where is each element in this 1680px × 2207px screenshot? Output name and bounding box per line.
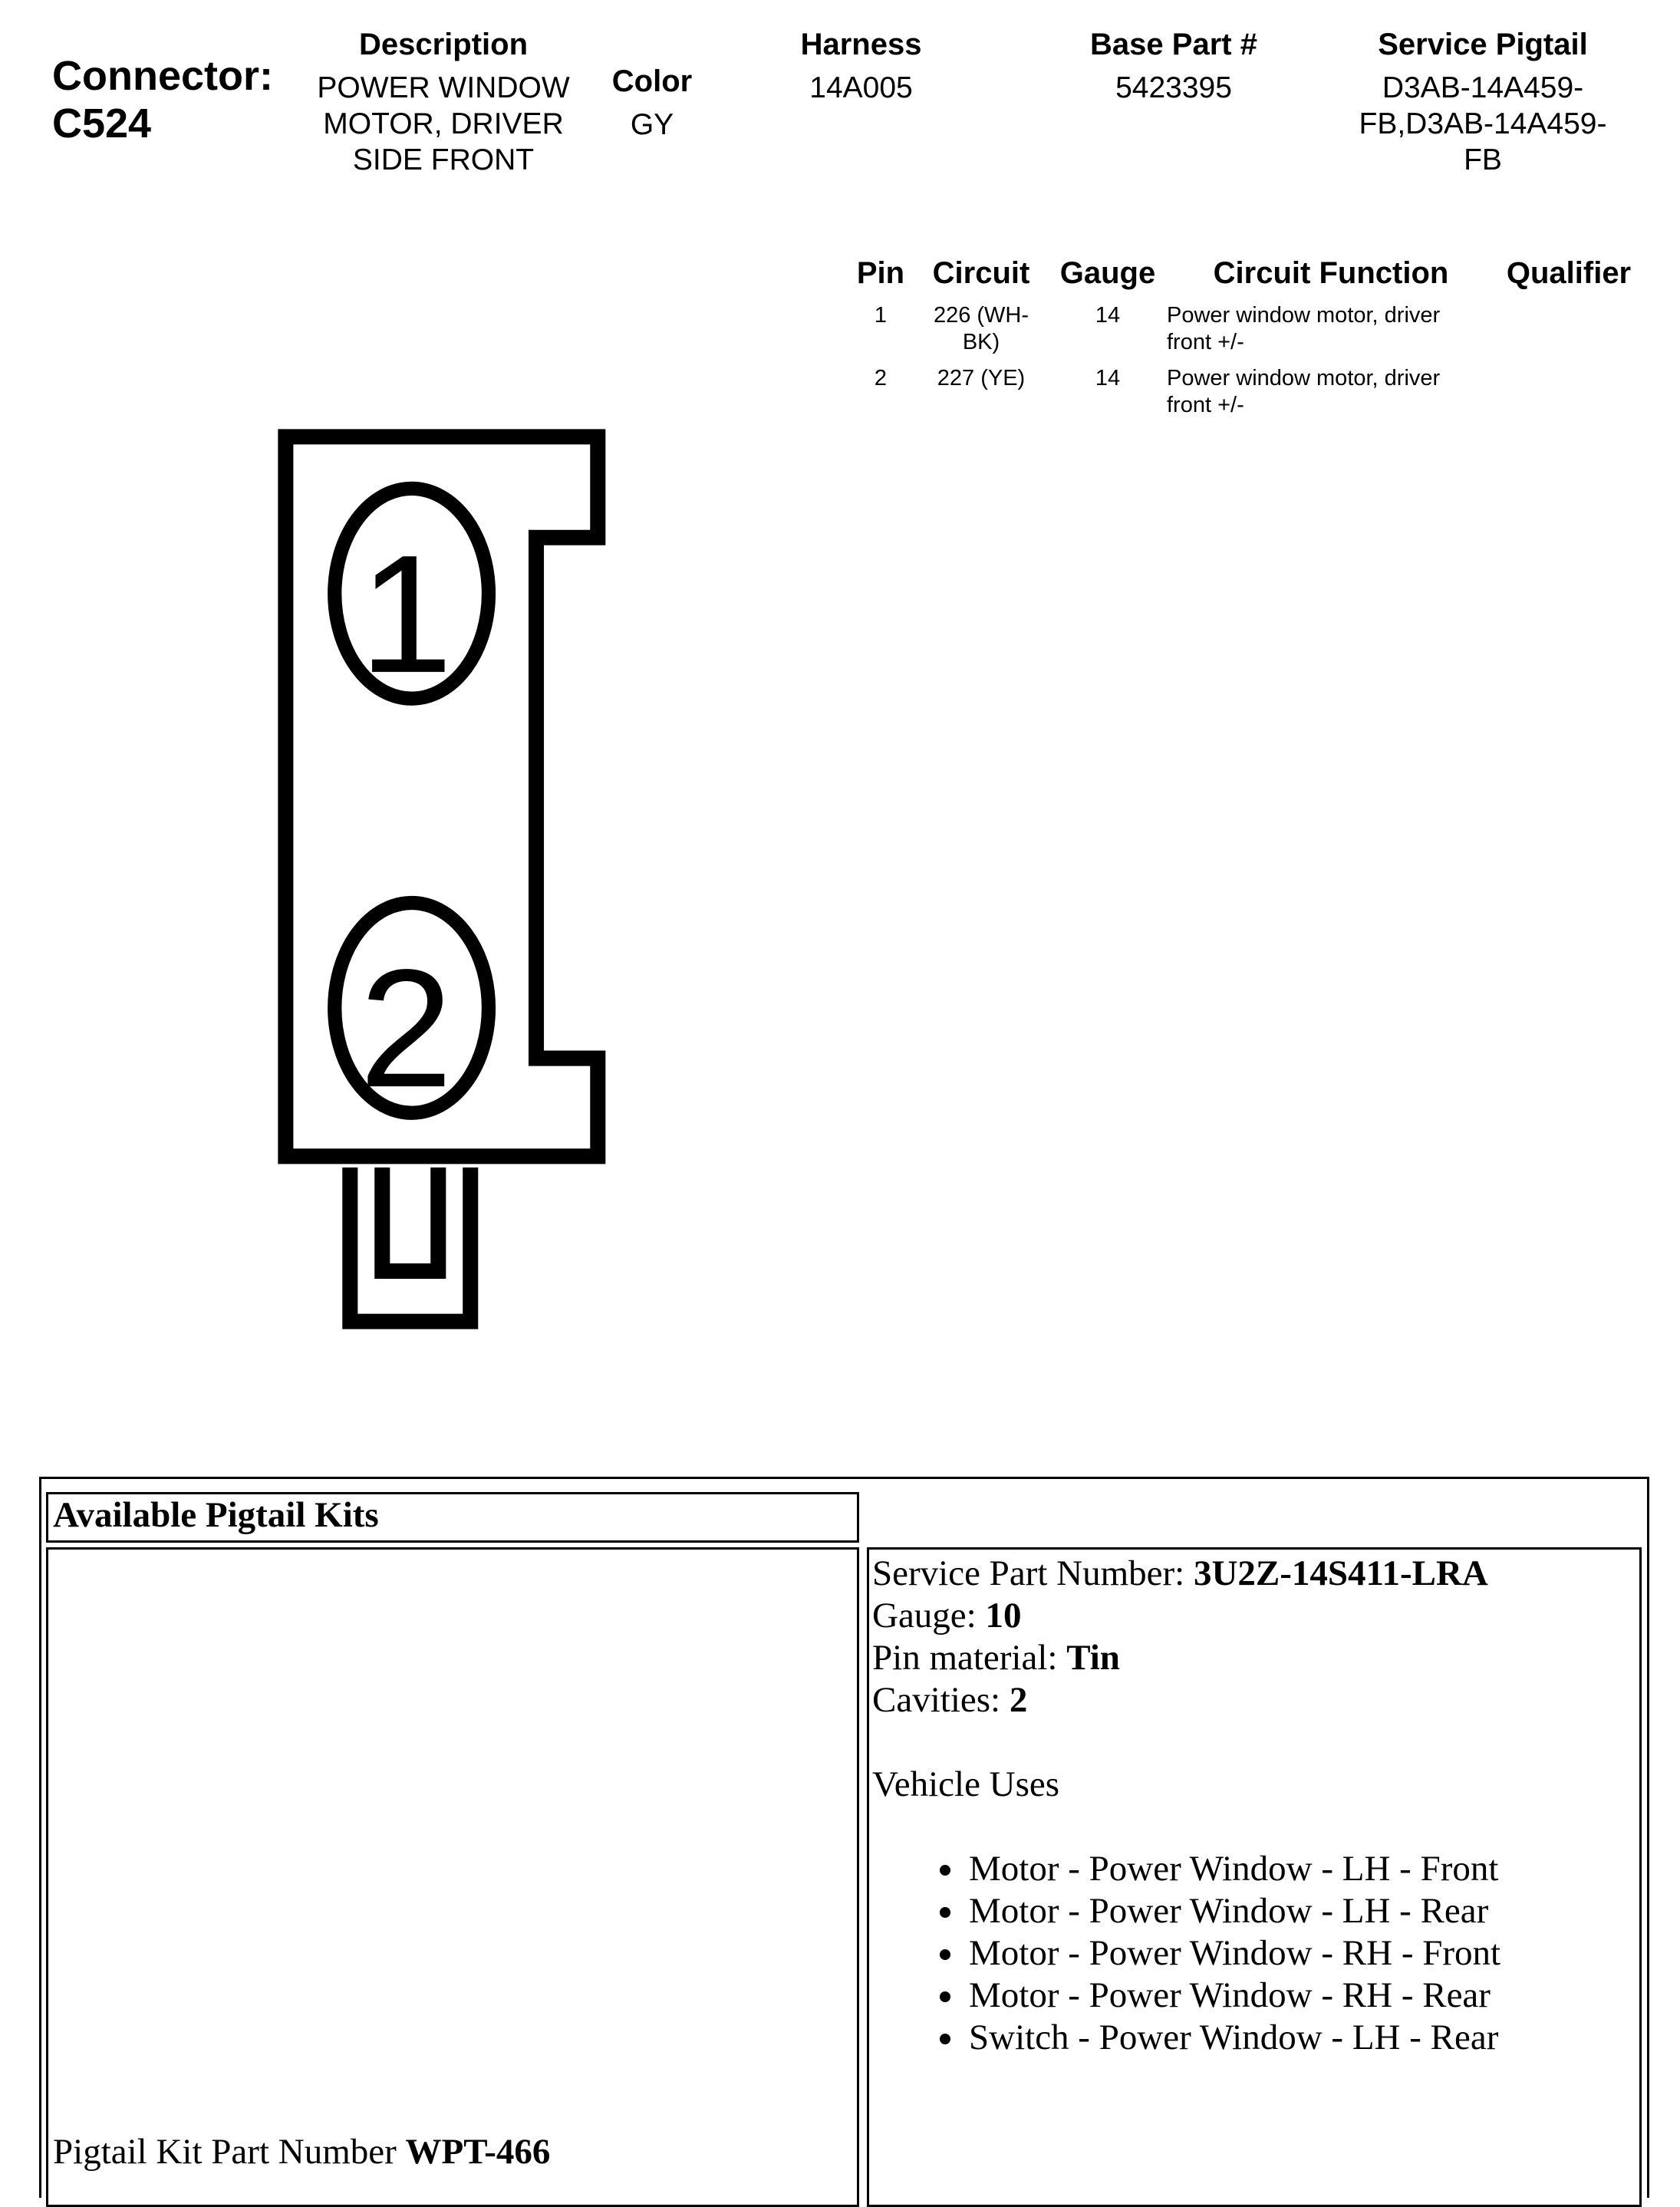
connector-id: C524 (52, 100, 152, 147)
description-line: MOTOR, DRIVER (323, 107, 564, 140)
list-item: • Motor - Power Window - RH - Rear (966, 1975, 1639, 2017)
connector-latch-outline (350, 1168, 470, 1322)
list-item: • Switch - Power Window - LH - Rear (966, 2017, 1639, 2059)
col-circuit-function: Circuit Function (1213, 256, 1449, 290)
function-line: Power window motor, driver (1167, 366, 1441, 390)
base-part-value: 5423395 (1115, 71, 1232, 104)
col-gauge: Gauge (1059, 256, 1156, 290)
base-part-header: Base Part # (1090, 28, 1257, 61)
connector-label: Connector: (52, 53, 273, 99)
function-line: Power window motor, driver (1167, 303, 1441, 328)
harness-header: Harness (800, 28, 922, 61)
gauge-cell: 14 (1095, 303, 1121, 328)
pin-1-label: 1 (359, 520, 453, 708)
pin-cell: 2 (874, 366, 888, 390)
pigtail-kits-title-cell (46, 1492, 859, 1543)
cavities-value: 2 (1009, 1680, 1028, 1720)
circuit-line: 227 (YE) (937, 366, 1026, 390)
kit-label: Pigtail Kit Part Number (53, 2132, 406, 2172)
service-pigtail-line: FB,D3AB-14A459- (1359, 107, 1607, 140)
function-line: front +/- (1167, 393, 1244, 417)
service-part-label: Service Part Number: (872, 1553, 1194, 1593)
function-line: front +/- (1167, 330, 1244, 354)
cavities-label: Cavities: (872, 1680, 1010, 1720)
service-part-value: 3U2Z-14S411-LRA (1193, 1553, 1488, 1593)
list-item: • Motor - Power Window - LH - Rear (966, 1890, 1639, 1932)
col-circuit: Circuit (932, 256, 1030, 290)
list-item: • Motor - Power Window - RH - Front (966, 1932, 1639, 1975)
service-pigtail-line: D3AB-14A459- (1382, 71, 1584, 104)
description-line: POWER WINDOW (317, 71, 570, 104)
pin-2-label: 2 (359, 935, 453, 1123)
color-header: Color (611, 64, 693, 98)
description-header: Description (358, 28, 529, 61)
pigtail-kit-details-cell (867, 1547, 1642, 2207)
gauge (872, 1595, 1639, 1637)
pigtail-kit-image-cell (46, 1547, 859, 2207)
col-pin: Pin (856, 256, 905, 290)
circuit-line: BK) (962, 330, 1000, 354)
pin-material-value: Tin (1066, 1638, 1120, 1678)
vehicle-uses-heading: Vehicle Uses (872, 1764, 1060, 1804)
color-value: GY (630, 108, 674, 141)
cavities (872, 1679, 1639, 1721)
pigtail-kit-part-number (53, 2131, 550, 2173)
gauge-cell: 14 (1095, 366, 1121, 390)
harness-value: 14A005 (809, 71, 913, 104)
list-item: • Motor - Power Window - LH - Front (966, 1848, 1639, 1890)
pin-material (872, 1637, 1639, 1679)
pigtail-kits-title: Available Pigtail Kits (53, 1495, 379, 1535)
connector-latch-inner (382, 1168, 438, 1271)
circuit-line: 226 (WH- (933, 303, 1029, 328)
gauge-value: 10 (985, 1596, 1022, 1635)
description-line: SIDE FRONT (352, 143, 535, 176)
service-pigtail-line: FB (1464, 143, 1502, 176)
col-qualifier: Qualifier (1506, 256, 1632, 290)
service-part-number (872, 1553, 1639, 1595)
vehicle-uses-list (872, 1848, 1639, 2059)
service-pigtail-header: Service Pigtail (1378, 28, 1588, 61)
pin-cell: 1 (874, 303, 888, 328)
kit-value: WPT-466 (405, 2132, 551, 2172)
pin-material-label: Pin material: (872, 1638, 1067, 1678)
gauge-label: Gauge: (872, 1596, 986, 1635)
